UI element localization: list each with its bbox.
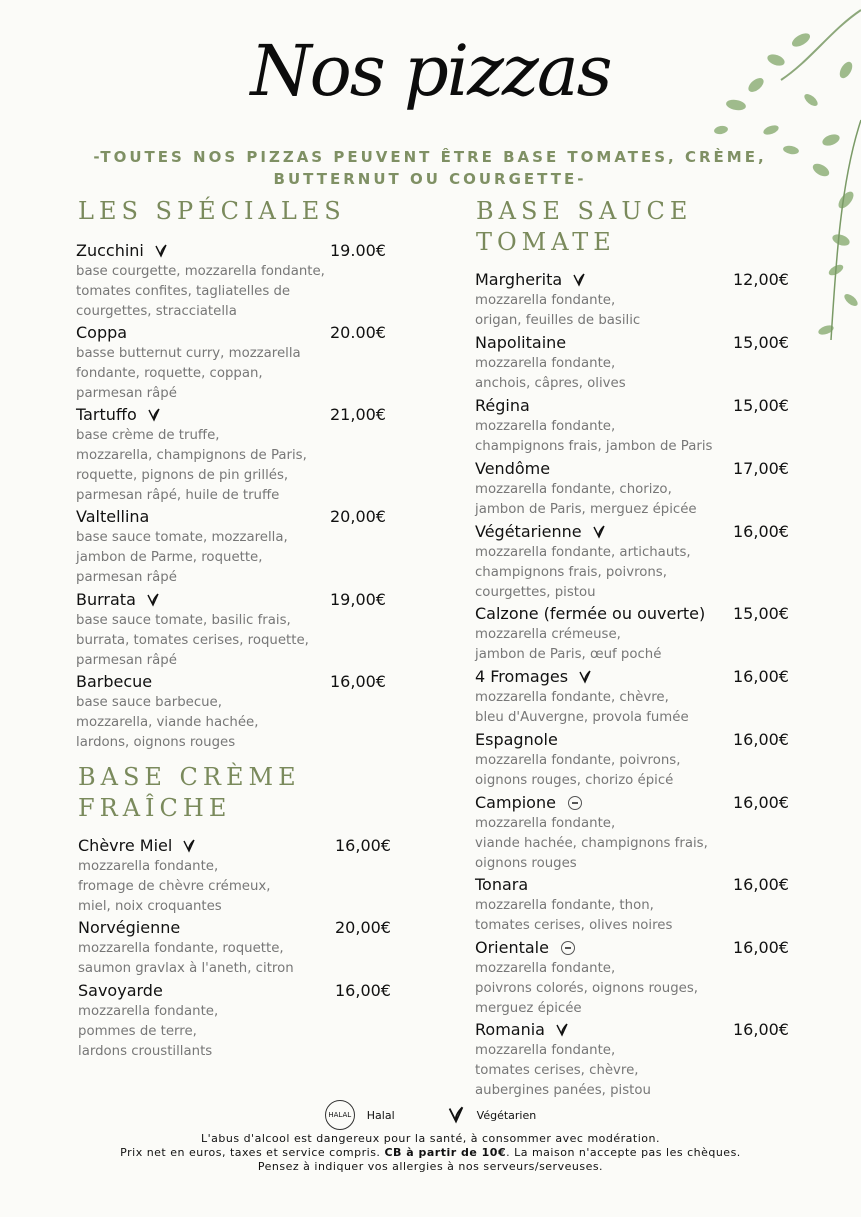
section-title-speciales: LES SPÉCIALES [78,197,346,225]
menu-item-description-block [475,814,793,874]
menu-item-description-block [475,959,793,1019]
menu-item-description: oignons rouges, chorizo épicé [475,773,674,788]
menu-item-description-block [76,528,390,588]
menu-item-description-block [76,611,390,671]
menu-item-description-block [475,896,793,936]
menu-item-description: merguez épicée [475,1001,582,1016]
menu-item [475,937,793,1019]
menu-item-description-block [76,262,390,322]
menu-item-description: champignons frais, poivrons, [475,565,667,580]
menu-item-name: Végétarienne [475,522,582,541]
menu-item-price: 16,00€ [733,730,789,749]
menu-item-price: 15,00€ [733,333,789,352]
menu-item-description-block [76,693,390,753]
menu-item-name: Vendôme [475,459,551,478]
menu-item-description: mozzarella fondante, roquette, [78,941,284,956]
menu-item-description: base sauce tomate, basilic frais, [76,613,291,628]
menu-item-name: Chèvre Miel [78,836,173,855]
menu-item-name: Calzone (fermée ou ouverte) [475,604,706,623]
footer-alcohol: L'abus d'alcool est dangereux pour la santé, à consommer avec modération. [201,1132,660,1145]
menu-item [475,332,793,394]
menu-item-price: 12,00€ [733,270,789,289]
menu-item-description: pommes de terre, [78,1024,197,1039]
menu-item [78,835,395,917]
menu-item-name: Napolitaine [475,333,567,352]
page-title: Nos pizzas [250,30,611,112]
menu-item [475,269,793,331]
menu-item-name: Burrata [76,590,136,609]
menu-item [76,404,390,506]
menu-item-price: 15,00€ [733,604,789,623]
menu-item-description: mozzarella fondante, [475,419,616,434]
menu-item-price: 15,00€ [733,396,789,415]
legend-vegetarian-label: Végétarien [476,1108,537,1122]
menu-item-description-block [475,291,793,331]
menu-item-description: jambon de Paris, merguez épicée [475,502,697,517]
menu-item-description-block [78,857,395,917]
section-title-tomate: BASE SAUCE TOMATE [476,197,693,256]
menu-item [475,792,793,874]
halal-icon [561,941,575,955]
menu-item-description: lardons croustillants [78,1044,213,1059]
menu-item-description: base sauce tomate, mozzarella, [76,530,288,545]
menu-item [475,874,793,936]
menu-item-description-block [78,939,395,979]
menu-item-description: basse butternut curry, mozzarella [76,346,301,361]
footer [0,1132,861,1174]
vegetarian-icon [147,408,161,422]
menu-item-name: Espagnole [475,730,558,749]
menu-item-description-block [76,426,390,506]
menu-item [78,980,395,1062]
menu-item-description: viande hachée, champignons frais, [475,836,708,851]
menu-item-price: 20,00€ [335,918,391,937]
menu-item-description: base courgette, mozzarella fondante, [76,264,325,279]
menu-item-price: 16,00€ [733,522,789,541]
menu-item-description: mozzarella fondante, chèvre, [475,690,669,705]
vegetarian-icon [182,839,196,853]
menu-item-description: courgettes, pistou [475,585,596,600]
vegetarian-icon [555,1023,569,1037]
menu-item-description: mozzarella fondante, poivrons, [475,753,681,768]
vegetarian-icon [592,525,606,539]
section-title-creme: BASE CRÈME FRAÎCHE [78,763,301,822]
menu-item-description: jambon de Parme, roquette, [76,550,263,565]
menu-item-description: poivrons colorés, oignons rouges, [475,981,698,996]
menu-item-description: origan, feuilles de basilic [475,313,641,328]
menu-item-description: anchois, câpres, olives [475,376,626,391]
menu-item-name: Coppa [76,323,128,342]
menu-item [475,729,793,791]
menu-item-description: mozzarella crémeuse, [475,627,621,642]
menu-item-description: mozzarella fondante, artichauts, [475,545,691,560]
menu-item-price: 16,00€ [733,667,789,686]
menu-item-description: mozzarella, champignons de Paris, [76,448,307,463]
menu-item-description: courgettes, stracciatella [76,304,237,319]
vegetarian-icon [572,273,586,287]
menu-item [475,603,793,665]
menu-item-description: parmesan râpé [76,386,177,401]
menu-item-name: Orientale [475,938,549,957]
menu-item [76,240,390,322]
menu-item-description: mozzarella fondante, [475,293,616,308]
menu-item-description: aubergines panées, pistou [475,1083,651,1098]
menu-item-name: 4 Fromages [475,667,569,686]
menu-item-description: roquette, pignons de pin grillés, [76,468,289,483]
menu-item-description: bleu d'Auvergne, provola fumée [475,710,689,725]
menu-item-description: mozzarella fondante, [475,961,616,976]
menu-item [475,458,793,520]
menu-item-price: 16,00€ [733,875,789,894]
menu-item [475,666,793,728]
vegetarian-icon [447,1106,465,1124]
menu-item-description-block [76,344,390,404]
menu-item-price: 16,00€ [733,938,789,957]
menu-item-price: 16,00€ [330,672,386,691]
menu-item-description-block [475,543,793,603]
menu-item-description: mozzarella fondante, [475,816,616,831]
menu-item-name: Zucchini [76,241,144,260]
menu-item-price: 19,00€ [330,590,386,609]
menu-item-description: tomates confites, tagliatelles de [76,284,291,299]
menu-item [76,322,390,404]
menu-item-description: champignons frais, jambon de Paris [475,439,713,454]
menu-item-description-block [475,625,793,665]
menu-item [475,521,793,603]
menu-item-description: mozzarella fondante, [78,859,219,874]
menu-item-description: fondante, roquette, coppan, [76,366,263,381]
menu-item-description-block [78,1002,395,1062]
menu-item-description-block [475,751,793,791]
menu-item [76,671,390,753]
menu-item-description-block [475,688,793,728]
halal-icon [568,796,582,810]
menu-item-description: mozzarella fondante, [475,1043,616,1058]
menu-item-description: tomates cerises, chèvre, [475,1063,639,1078]
menu-item-description: mozzarella fondante, [78,1004,219,1019]
vegetarian-icon [146,593,160,607]
menu-item-name: Romania [475,1020,545,1039]
menu-item-name: Campione [475,793,556,812]
menu-item-description: fromage de chèvre crémeux, [78,879,271,894]
menu-item-name: Valtellina [76,507,150,526]
vegetarian-icon [578,670,592,684]
menu-item-price: 16,00€ [335,836,391,855]
menu-item-price: 17,00€ [733,459,789,478]
menu-item-description: base sauce barbecue, [76,695,222,710]
menu-item-price: 19.00€ [330,241,386,260]
menu-item-description-block [475,417,793,457]
menu-item [76,506,390,588]
menu-item [475,1019,793,1101]
menu-item-price: 20,00€ [330,507,386,526]
menu-item-description-block [475,354,793,394]
menu-item-description: parmesan râpé [76,570,177,585]
footer-allergies: Pensez à indiquer vos allergies à nos serveurs/serveuses. [257,1160,604,1173]
menu-item [475,395,793,457]
legend-halal-label: Halal [366,1108,395,1122]
menu-item-description: tomates cerises, olives noires [475,918,673,933]
menu-item-description: mozzarella fondante, thon, [475,898,654,913]
menu-item-description: saumon gravlax à l'aneth, citron [78,961,294,976]
menu-item-name: Tonara [475,875,529,894]
menu-item-name: Barbecue [76,672,153,691]
menu-item-price: 16,00€ [335,981,391,1000]
menu-item-description: mozzarella, viande hachée, [76,715,259,730]
footer-prices: Prix net en euros, taxes et service compris. CB à partir de 10€. La maison n'accepte pas les chèques. [120,1146,741,1159]
legend [0,1100,861,1130]
menu-item-price: 16,00€ [733,793,789,812]
menu-item-description: mozzarella fondante, [475,356,616,371]
menu-item-description: base crème de truffe, [76,428,220,443]
menu-item-name: Margherita [475,270,563,289]
menu-item-price: 21,00€ [330,405,386,424]
menu-item-name: Tartuffo [76,405,137,424]
menu-item [76,589,390,671]
menu-item-price: 20.00€ [330,323,386,342]
menu-item-description: oignons rouges [475,856,577,871]
menu-item-description: lardons, oignons rouges [76,735,236,750]
menu-item-description: jambon de Paris, œuf poché [475,647,662,662]
menu-item-description: miel, noix croquantes [78,899,222,914]
menu-item-price: 16,00€ [733,1020,789,1039]
page-subtitle: -TOUTES NOS PIZZAS PEUVENT ÊTRE BASE TOMATES, CRÈME, BUTTERNUT OU COURGETTE- [93,148,767,188]
menu-item-description: parmesan râpé [76,653,177,668]
menu-item-name: Norvégienne [78,918,181,937]
menu-item-description: mozzarella fondante, chorizo, [475,482,672,497]
halal-badge-icon: HALAL [325,1100,355,1130]
menu-item-name: Savoyarde [78,981,163,1000]
menu-item-description: burrata, tomates cerises, roquette, [76,633,309,648]
vegetarian-icon [154,244,168,258]
menu-item-description-block [475,1041,793,1101]
menu-item-name: Régina [475,396,530,415]
menu-item [78,917,395,979]
menu-item-description: parmesan râpé, huile de truffe [76,488,280,503]
menu-item-description-block [475,480,793,520]
